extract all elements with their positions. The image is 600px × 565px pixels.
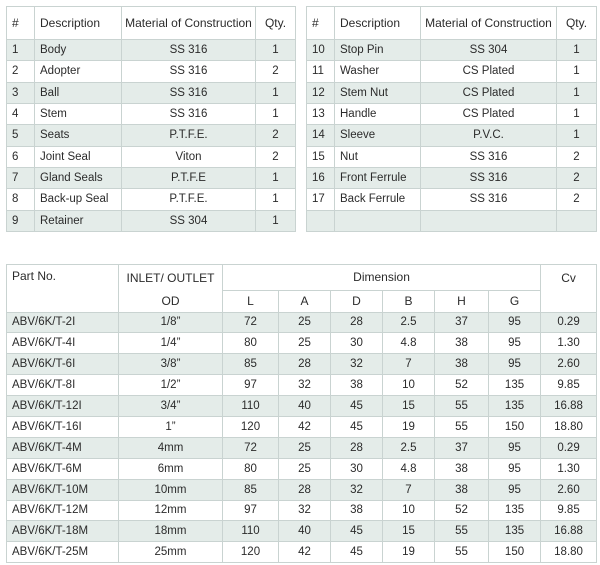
part-description: Sleeve xyxy=(335,125,421,146)
part-qty: 1 xyxy=(557,82,597,103)
parts-header-row xyxy=(307,7,597,40)
dim-L-cell: 72 xyxy=(223,312,279,333)
part-description xyxy=(335,210,421,231)
table-row xyxy=(307,82,597,103)
dimension-header-row-1 xyxy=(7,265,597,291)
dim-G-cell: 95 xyxy=(489,479,541,500)
part-qty: 1 xyxy=(557,103,597,124)
part-description: Stop Pin xyxy=(335,40,421,61)
part-no-cell: ABV/6K/T-16I xyxy=(7,416,119,437)
part-qty: 2 xyxy=(557,146,597,167)
part-material: SS 316 xyxy=(122,61,256,82)
dim-A-cell: 42 xyxy=(279,416,331,437)
part-number: 13 xyxy=(307,103,335,124)
dim-A-cell: 25 xyxy=(279,437,331,458)
dim-G-cell: 95 xyxy=(489,312,541,333)
dim-D-cell: 32 xyxy=(331,479,383,500)
header-material: Material of Construction xyxy=(421,7,557,40)
dim-L-cell: 80 xyxy=(223,333,279,354)
table-row xyxy=(7,146,296,167)
dim-G-cell: 135 xyxy=(489,396,541,417)
part-qty: 2 xyxy=(256,61,296,82)
od-cell: 10mm xyxy=(119,479,223,500)
dim-H-cell: 55 xyxy=(435,416,489,437)
dim-H-cell: 52 xyxy=(435,500,489,521)
table-row xyxy=(307,210,597,231)
dim-B-cell: 2.5 xyxy=(383,437,435,458)
part-qty: 1 xyxy=(557,61,597,82)
part-material: Viton xyxy=(122,146,256,167)
od-cell: 25mm xyxy=(119,542,223,563)
part-number: 16 xyxy=(307,167,335,188)
dim-B-cell: 15 xyxy=(383,396,435,417)
od-cell: 18mm xyxy=(119,521,223,542)
od-cell: 4mm xyxy=(119,437,223,458)
dim-H-cell: 37 xyxy=(435,312,489,333)
part-material: P.T.F.E xyxy=(122,167,256,188)
dim-L-cell: 110 xyxy=(223,396,279,417)
table-row xyxy=(307,146,597,167)
cv-cell: 16.88 xyxy=(541,396,597,417)
table-row xyxy=(7,189,296,210)
part-description: Joint Seal xyxy=(35,146,122,167)
part-description: Washer xyxy=(335,61,421,82)
part-no-cell: ABV/6K/T-2I xyxy=(7,312,119,333)
part-no-cell: ABV/6K/T-4M xyxy=(7,437,119,458)
part-description: Body xyxy=(35,40,122,61)
od-cell: 1” xyxy=(119,416,223,437)
part-material: CS Plated xyxy=(421,61,557,82)
dim-A-cell: 28 xyxy=(279,354,331,375)
cv-cell: 18.80 xyxy=(541,416,597,437)
parts-table-right xyxy=(306,6,597,232)
table-row xyxy=(7,167,296,188)
part-number: 1 xyxy=(7,40,35,61)
part-no-cell: ABV/6K/T-18M xyxy=(7,521,119,542)
part-material: SS 316 xyxy=(421,189,557,210)
table-row xyxy=(7,437,597,458)
part-material: SS 316 xyxy=(122,103,256,124)
header-cv: Cv xyxy=(541,265,597,291)
part-description: Handle xyxy=(335,103,421,124)
parts-table-left xyxy=(6,6,296,232)
part-number: 3 xyxy=(7,82,35,103)
header-od: OD xyxy=(119,290,223,312)
header-cv-cont xyxy=(541,290,597,312)
dimension-table xyxy=(6,264,597,563)
dim-G-cell: 95 xyxy=(489,354,541,375)
table-row xyxy=(7,396,597,417)
part-material: P.V.C. xyxy=(421,125,557,146)
table-row xyxy=(307,103,597,124)
part-qty: 1 xyxy=(256,210,296,231)
dim-G-cell: 150 xyxy=(489,416,541,437)
table-row xyxy=(7,40,296,61)
table-row xyxy=(7,312,597,333)
dim-D-cell: 38 xyxy=(331,500,383,521)
dim-H-cell: 38 xyxy=(435,458,489,479)
dim-D-cell: 45 xyxy=(331,521,383,542)
part-material: SS 304 xyxy=(122,210,256,231)
table-row xyxy=(307,189,597,210)
part-description: Gland Seals xyxy=(35,167,122,188)
table-row xyxy=(7,103,296,124)
table-row xyxy=(307,61,597,82)
header-inlet-outlet: INLET/ OUTLET xyxy=(119,265,223,291)
part-description: Front Ferrule xyxy=(335,167,421,188)
dim-H-cell: 38 xyxy=(435,479,489,500)
dim-L-cell: 72 xyxy=(223,437,279,458)
dim-L-cell: 85 xyxy=(223,479,279,500)
dim-D-cell: 32 xyxy=(331,354,383,375)
dim-G-cell: 150 xyxy=(489,542,541,563)
dim-D-cell: 38 xyxy=(331,375,383,396)
dim-G-cell: 95 xyxy=(489,458,541,479)
dim-L-cell: 97 xyxy=(223,375,279,396)
dim-B-cell: 7 xyxy=(383,354,435,375)
part-material: SS 316 xyxy=(421,146,557,167)
part-number: 10 xyxy=(307,40,335,61)
part-description: Retainer xyxy=(35,210,122,231)
dim-D-cell: 30 xyxy=(331,333,383,354)
part-qty: 2 xyxy=(256,125,296,146)
part-no-cell: ABV/6K/T-4I xyxy=(7,333,119,354)
header-col-D: D xyxy=(331,290,383,312)
od-cell: 3/4” xyxy=(119,396,223,417)
table-row xyxy=(307,167,597,188)
part-no-cell: ABV/6K/T-12I xyxy=(7,396,119,417)
dim-G-cell: 95 xyxy=(489,333,541,354)
part-no-cell: ABV/6K/T-10M xyxy=(7,479,119,500)
part-number: 8 xyxy=(7,189,35,210)
header-num: # xyxy=(307,7,335,40)
header-col-L: L xyxy=(223,290,279,312)
cv-cell: 0.29 xyxy=(541,437,597,458)
dim-D-cell: 45 xyxy=(331,396,383,417)
part-material xyxy=(421,210,557,231)
part-description: Back Ferrule xyxy=(335,189,421,210)
part-no-cell: ABV/6K/T-25M xyxy=(7,542,119,563)
table-row xyxy=(7,521,597,542)
header-col-H: H xyxy=(435,290,489,312)
table-row xyxy=(7,61,296,82)
dim-B-cell: 10 xyxy=(383,500,435,521)
table-row xyxy=(7,416,597,437)
od-cell: 3/8” xyxy=(119,354,223,375)
table-row xyxy=(7,210,296,231)
dim-D-cell: 45 xyxy=(331,416,383,437)
dim-G-cell: 95 xyxy=(489,437,541,458)
part-qty: 2 xyxy=(557,167,597,188)
table-row xyxy=(307,125,597,146)
part-qty: 2 xyxy=(256,146,296,167)
part-description: Back-up Seal xyxy=(35,189,122,210)
cv-cell: 18.80 xyxy=(541,542,597,563)
dim-B-cell: 15 xyxy=(383,521,435,542)
dim-H-cell: 55 xyxy=(435,396,489,417)
table-row xyxy=(307,40,597,61)
part-qty: 1 xyxy=(557,125,597,146)
part-number: 15 xyxy=(307,146,335,167)
dim-L-cell: 85 xyxy=(223,354,279,375)
part-qty: 2 xyxy=(557,189,597,210)
dim-A-cell: 25 xyxy=(279,312,331,333)
header-qty: Qty. xyxy=(557,7,597,40)
part-number: 7 xyxy=(7,167,35,188)
part-description: Stem Nut xyxy=(335,82,421,103)
header-qty: Qty. xyxy=(256,7,296,40)
header-col-A: A xyxy=(279,290,331,312)
od-cell: 1/2” xyxy=(119,375,223,396)
dim-B-cell: 4.8 xyxy=(383,458,435,479)
part-number: 5 xyxy=(7,125,35,146)
part-qty xyxy=(557,210,597,231)
dim-B-cell: 7 xyxy=(383,479,435,500)
part-qty: 1 xyxy=(256,189,296,210)
header-part-no: Part No. xyxy=(7,265,119,291)
dim-L-cell: 120 xyxy=(223,542,279,563)
header-dimension: Dimension xyxy=(223,265,541,291)
dim-A-cell: 40 xyxy=(279,521,331,542)
part-no-cell: ABV/6K/T-6I xyxy=(7,354,119,375)
header-description: Description xyxy=(335,7,421,40)
part-number: 12 xyxy=(307,82,335,103)
dim-H-cell: 38 xyxy=(435,354,489,375)
part-qty: 1 xyxy=(557,40,597,61)
dim-H-cell: 55 xyxy=(435,542,489,563)
dim-L-cell: 97 xyxy=(223,500,279,521)
dim-B-cell: 4.8 xyxy=(383,333,435,354)
part-number: 2 xyxy=(7,61,35,82)
part-number xyxy=(307,210,335,231)
parts-header-row xyxy=(7,7,296,40)
cv-cell: 2.60 xyxy=(541,479,597,500)
part-description: Seats xyxy=(35,125,122,146)
part-description: Adopter xyxy=(35,61,122,82)
table-row xyxy=(7,333,597,354)
dim-A-cell: 42 xyxy=(279,542,331,563)
part-material: P.T.F.E. xyxy=(122,125,256,146)
part-material: SS 304 xyxy=(421,40,557,61)
dim-B-cell: 19 xyxy=(383,542,435,563)
header-col-B: B xyxy=(383,290,435,312)
header-material: Material of Construction xyxy=(122,7,256,40)
part-number: 6 xyxy=(7,146,35,167)
dim-B-cell: 19 xyxy=(383,416,435,437)
dimension-header-row-2 xyxy=(7,290,597,312)
part-number: 14 xyxy=(307,125,335,146)
dim-A-cell: 40 xyxy=(279,396,331,417)
part-number: 17 xyxy=(307,189,335,210)
dim-A-cell: 32 xyxy=(279,375,331,396)
dim-L-cell: 120 xyxy=(223,416,279,437)
header-num: # xyxy=(7,7,35,40)
part-qty: 1 xyxy=(256,82,296,103)
table-row xyxy=(7,542,597,563)
cv-cell: 1.30 xyxy=(541,458,597,479)
part-no-cell: ABV/6K/T-8I xyxy=(7,375,119,396)
part-no-cell: ABV/6K/T-6M xyxy=(7,458,119,479)
part-number: 11 xyxy=(307,61,335,82)
od-cell: 1/8” xyxy=(119,312,223,333)
dim-D-cell: 28 xyxy=(331,312,383,333)
dim-B-cell: 10 xyxy=(383,375,435,396)
dim-A-cell: 28 xyxy=(279,479,331,500)
dim-G-cell: 135 xyxy=(489,521,541,542)
part-material: CS Plated xyxy=(421,82,557,103)
dim-A-cell: 25 xyxy=(279,458,331,479)
part-description: Ball xyxy=(35,82,122,103)
dim-H-cell: 38 xyxy=(435,333,489,354)
table-row xyxy=(7,82,296,103)
part-material: P.T.F.E. xyxy=(122,189,256,210)
part-number: 9 xyxy=(7,210,35,231)
table-row xyxy=(7,375,597,396)
header-part-no-cont xyxy=(7,290,119,312)
dim-G-cell: 135 xyxy=(489,375,541,396)
table-row xyxy=(7,354,597,375)
cv-cell: 0.29 xyxy=(541,312,597,333)
table-row xyxy=(7,458,597,479)
dim-D-cell: 45 xyxy=(331,542,383,563)
dim-L-cell: 110 xyxy=(223,521,279,542)
part-description: Stem xyxy=(35,103,122,124)
od-cell: 1/4” xyxy=(119,333,223,354)
dim-B-cell: 2.5 xyxy=(383,312,435,333)
dim-H-cell: 52 xyxy=(435,375,489,396)
dim-A-cell: 32 xyxy=(279,500,331,521)
header-col-G: G xyxy=(489,290,541,312)
part-number: 4 xyxy=(7,103,35,124)
od-cell: 6mm xyxy=(119,458,223,479)
part-no-cell: ABV/6K/T-12M xyxy=(7,500,119,521)
cv-cell: 2.60 xyxy=(541,354,597,375)
cv-cell: 9.85 xyxy=(541,500,597,521)
part-description: Nut xyxy=(335,146,421,167)
table-row xyxy=(7,479,597,500)
dim-D-cell: 28 xyxy=(331,437,383,458)
dim-L-cell: 80 xyxy=(223,458,279,479)
od-cell: 12mm xyxy=(119,500,223,521)
dim-H-cell: 37 xyxy=(435,437,489,458)
part-material: SS 316 xyxy=(122,82,256,103)
table-row xyxy=(7,125,296,146)
part-qty: 1 xyxy=(256,103,296,124)
header-description: Description xyxy=(35,7,122,40)
part-material: CS Plated xyxy=(421,103,557,124)
part-material: SS 316 xyxy=(122,40,256,61)
dim-H-cell: 55 xyxy=(435,521,489,542)
dim-D-cell: 30 xyxy=(331,458,383,479)
part-material: SS 316 xyxy=(421,167,557,188)
cv-cell: 9.85 xyxy=(541,375,597,396)
dim-G-cell: 135 xyxy=(489,500,541,521)
cv-cell: 1.30 xyxy=(541,333,597,354)
part-qty: 1 xyxy=(256,167,296,188)
cv-cell: 16.88 xyxy=(541,521,597,542)
dim-A-cell: 25 xyxy=(279,333,331,354)
part-qty: 1 xyxy=(256,40,296,61)
table-row xyxy=(7,500,597,521)
